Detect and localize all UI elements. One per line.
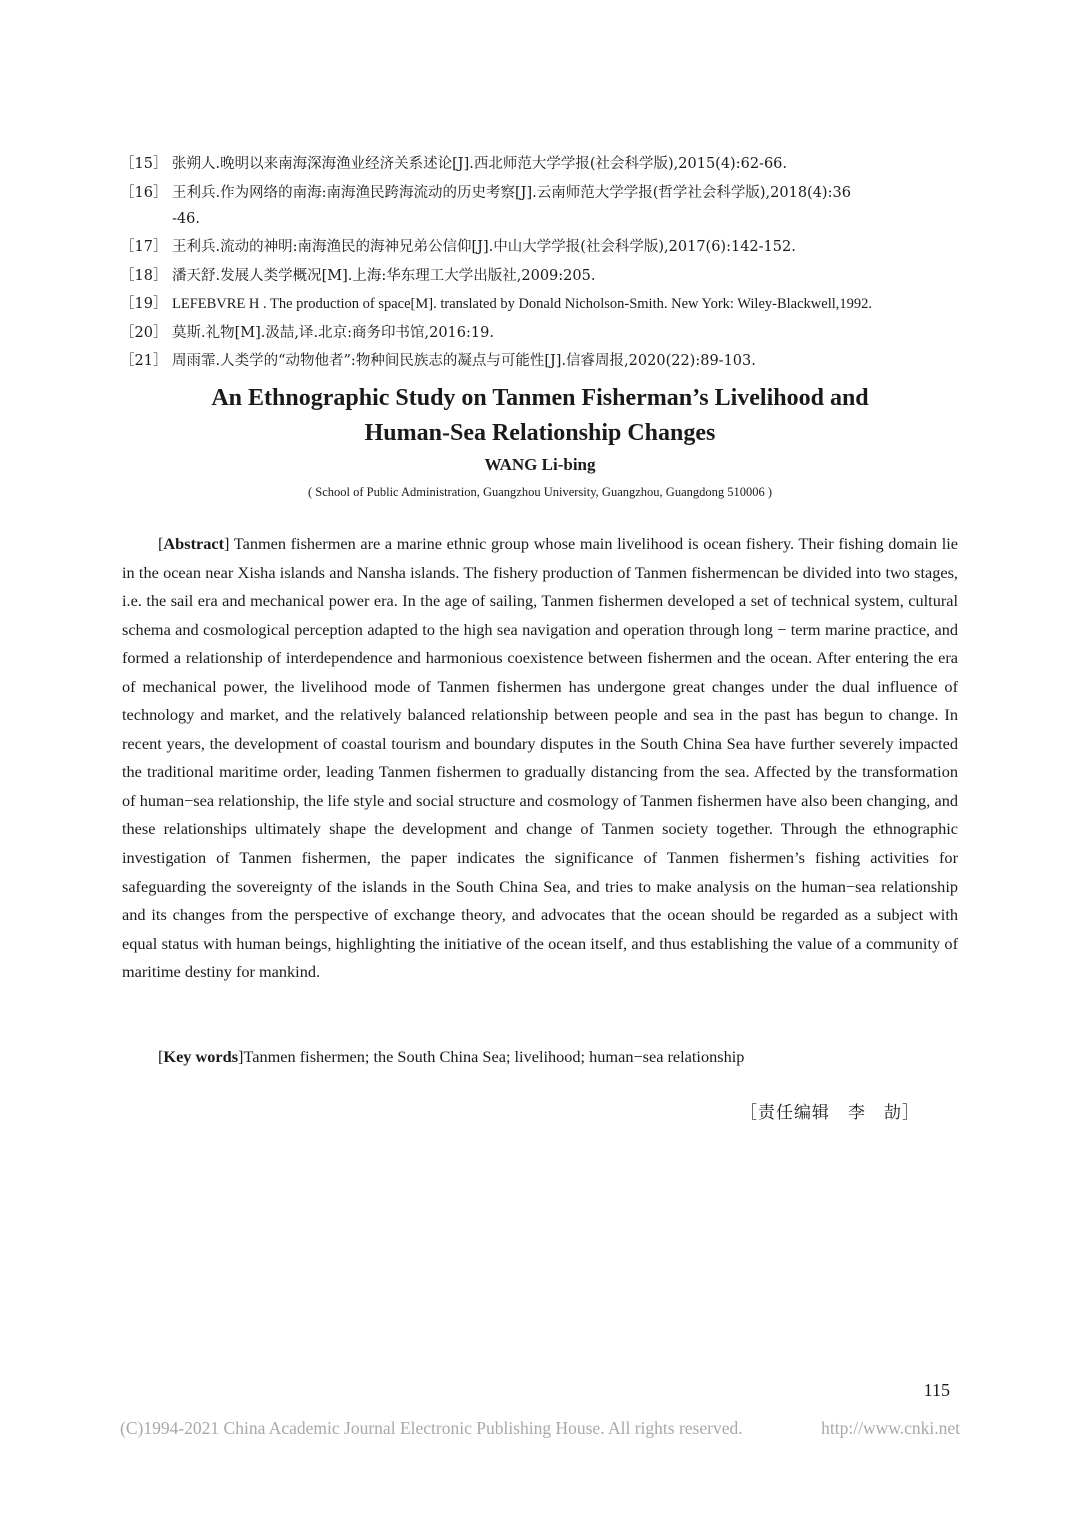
abstract-close-bracket: ] <box>224 534 230 553</box>
copyright-footer <box>120 1418 960 1439</box>
abstract-paragraph <box>122 530 958 987</box>
responsible-editor: ［责任编辑 李 劼］ <box>740 1103 920 1123</box>
title-line-1: An Ethnographic Study on Tanmen Fisherman’s Livelihood and <box>211 385 869 411</box>
reference-item <box>120 319 960 348</box>
reference-continuation: -46. <box>172 211 200 227</box>
reference-text: 张朔人.晚明以来南海深海渔业经济关系述论[J].西北师范大学学报(社会科学版),2015(4):62-66. <box>172 156 788 172</box>
footer-copyright: (C)1994-2021 China Academic Journal Electronic Publishing House. All rights reserved. <box>120 1418 743 1438</box>
reference-text: 王利兵.作为网络的南海:南海渔民跨海流动的历史考察[J].云南师范大学学报(哲学社会科学版),2018(4):36 <box>172 184 851 201</box>
reference-item <box>120 150 960 179</box>
reference-item <box>120 347 960 376</box>
keywords-open-bracket: [ <box>158 1047 164 1066</box>
reference-text: 潘天舒.发展人类学概况[M].上海:华东理工大学出版社,2009:205. <box>172 267 596 284</box>
reference-item <box>120 179 960 208</box>
reference-number: ［20］ <box>120 324 168 341</box>
reference-text: 莫斯.礼物[M].汲喆,译.北京:商务印书馆,2016:19. <box>172 324 494 341</box>
reference-number: ［21］ <box>120 353 168 369</box>
reference-number: ［18］ <box>120 267 168 284</box>
keywords-text: Tanmen fishermen; the South China Sea; livelihood; human−sea relationship <box>243 1047 745 1066</box>
keywords-line <box>122 1043 958 1071</box>
reference-item <box>120 233 960 262</box>
reference-text: 王利兵.流动的神明:南海渔民的海神兄弟公信仰[J].中山大学学报(社会科学版),2017(6):142-152. <box>172 239 796 255</box>
article-title <box>120 381 960 451</box>
keywords-label: Key words <box>163 1047 239 1066</box>
reference-text: 周雨霏.人类学的“动物他者”:物种间民族志的凝点与可能性[J].信睿周报,2020(22):89-103. <box>172 353 756 369</box>
keywords-close-bracket: ] <box>238 1047 244 1066</box>
abstract-label: Abstract <box>163 534 225 553</box>
author-affiliation: ( School of Public Administration, Guangzhou University, Guangzhou, Guangdong 510006 ) <box>307 485 773 499</box>
reference-list <box>120 150 960 376</box>
reference-number: ［16］ <box>120 184 168 201</box>
abstract-text: Tanmen fishermen are a marine ethnic group whose main livelihood is ocean fishery. Their fishing domain lie in the ocean near Xisha islands and Nansha islands. The fishery production of Tanmen fishermencan be divided into two stages, i.e. the sail era and mechanical power era. In the age of sailing, Tanmen fishermen developed a set of technical system, cultural schema and cosmological perception adapted to the high sea navigation and operation through long − term marine practice, and formed a relationship of interdependence and harmonious coexistence between fishermen and the ocean. After entering the era of mechanical power, the livelihood mode of Tanmen fishermen has undergone great changes under the dual influence of technology and market, and the relatively balanced relationship between people and sea in the past has begun to change. In recent years, the development of coastal tourism and boundary disputes in the South China Sea have further severely impacted the traditional maritime order, leading Tanmen fishermen to gradually distancing from the sea. Affected by the transformation of human−sea relationship, the life style and social structure and cosmology of Tanmen fishermen have also been changing, and these relationships ultimately shape the development and change of Tanmen society together. Through the ethnographic investigation of Tanmen fishermen, the paper indicates the significance of Tanmen fishermen’s fishing activities for safeguarding the sovereignty of the islands in the South China Sea, and tries to make analysis on the human−sea relationship and its changes from the perspective of exchange theory, and advocates that the ocean should be regarded as a subject with equal status with human beings, highlighting the initiative of the ocean itself, and thus establishing the value of a community of maritime destiny for mankind. <box>122 534 958 982</box>
reference-item <box>120 290 960 319</box>
footer-url[interactable]: http://www.cnki.net <box>821 1418 960 1438</box>
reference-number: ［15］ <box>120 156 168 172</box>
abstract-open-bracket: [ <box>158 534 164 553</box>
reference-text: LEFEBVRE H . The production of space[M]. translated by Donald Nicholson-Smith. New York: Wiley-Blackwell,1992. <box>172 296 873 312</box>
title-line-2: Human-Sea Relationship Changes <box>364 420 716 446</box>
page-number: 115 <box>923 1380 950 1400</box>
reference-number: ［17］ <box>120 239 168 255</box>
reference-number: ［19］ <box>120 296 168 312</box>
author-name: WANG Li-bing <box>484 455 596 474</box>
reference-item <box>120 262 960 291</box>
